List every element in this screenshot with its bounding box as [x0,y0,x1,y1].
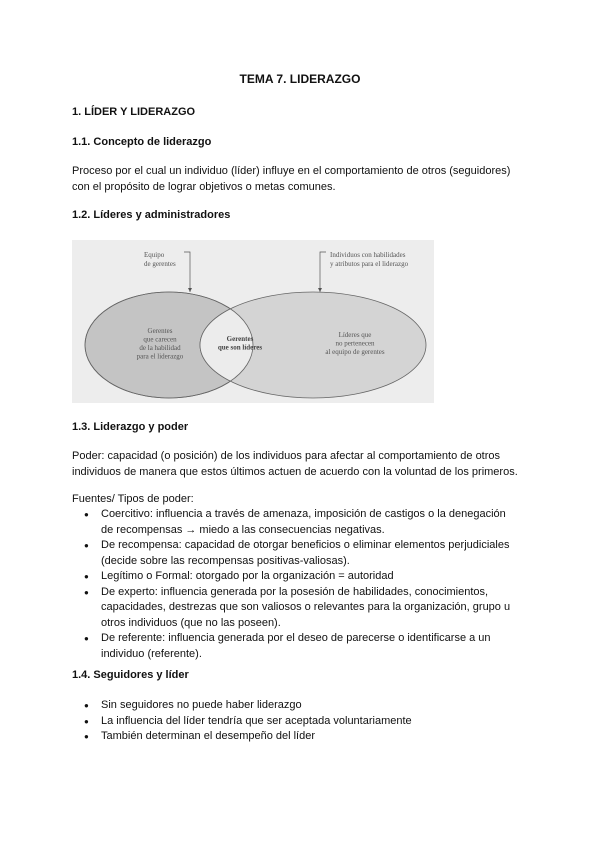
label-left: Equipo de gerentes [144,251,176,268]
paragraph [72,164,510,195]
page-title: TEMA 7. LIDERAZGO [239,72,361,86]
power-types-list [78,507,510,662]
subsection-heading: 1.3. Liderazgo y poder [72,421,189,433]
venn-diagram [72,240,434,403]
line: con el propósito de lograr objetivos o metas comunes. [72,180,336,193]
subsection-heading: 1.2. Líderes y administradores [72,209,231,221]
followers-list [78,698,412,745]
right-region-text: Líderes que no pertenecen al equipo de gerentes [325,331,385,356]
line: Poder: capacidad (o posición) de los individuos para afectar al comportamiento de otros [72,450,501,462]
subsection-heading: 1.4. Seguidores y líder [72,669,189,681]
paragraph [72,449,518,480]
list-item: ● La influencia del líder tendría que ser aceptada voluntariamente [78,714,412,730]
paragraph: Fuentes/ Tipos de poder: [72,493,194,505]
left-region-text: Gerentes que carecen de la habilidad para el liderazgo [136,327,184,361]
subsection-heading: 1.1. Concepto de liderazgo [72,136,212,148]
line: Proceso por el cual un individuo (líder) influye en el comportamiento de otros (seguidores) [72,165,511,177]
line: individuos de manera que estos últimos actuen de acuerdo con la voluntad de los primeros. [72,465,518,478]
label-right: Individuos con habilidades y atributos para el liderazgo [330,251,409,268]
list-item: ● Legítimo o Formal: otorgado por la organización = autoridad [78,569,510,585]
list-item: ● De referente: influencia generada por el deseo de parecerse o identificarse a un individuo (referente). [78,631,510,662]
center-region-text: Gerentes que son líderes [217,335,263,352]
list-item: ● De recompensa: capacidad de otorgar beneficios o eliminar elementos perjudiciales (decide sobre las recompensas positivas-valiosas). [78,538,510,569]
section-heading: 1. LÍDER Y LIDERAZGO [72,106,196,118]
list-item: ● También determinan el desempeño del líder [78,729,412,745]
list-item: ● Sin seguidores no puede haber liderazgo [78,698,412,714]
list-item: ● De experto: influencia generada por la posesión de habilidades, conocimientos, capacidades, destrezas que son valiosos o relevantes para la organización, grupo u otros individuos (que no las poseen). [78,585,510,632]
list-item: ● Coercitivo: influencia a través de amenaza, imposición de castigos o la denegación de recompensas → miedo a las consecuencias negativas. [78,507,510,538]
